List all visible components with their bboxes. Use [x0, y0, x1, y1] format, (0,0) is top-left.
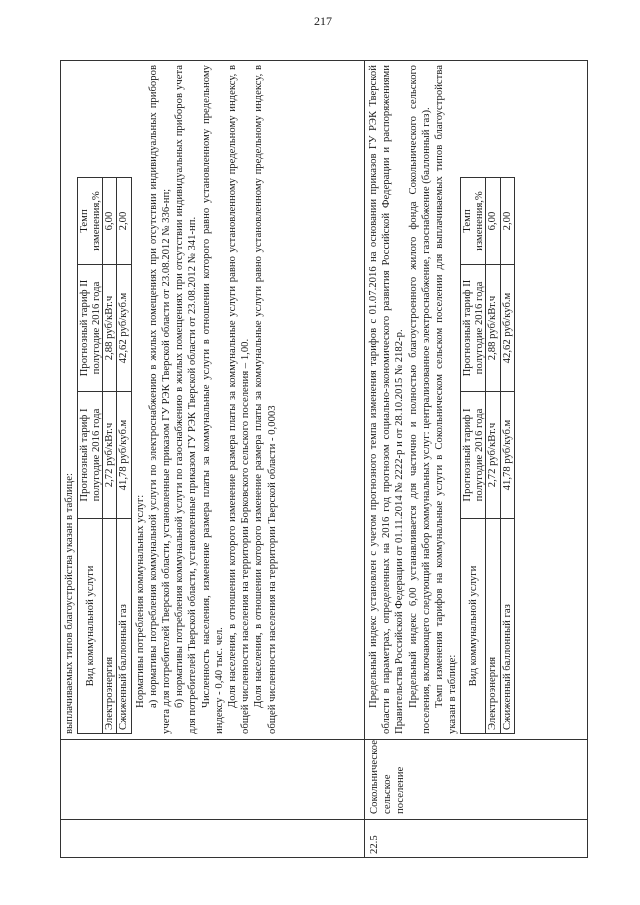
paragraph: б) нормативы потребления коммунальной услуги по газоснабжению в жилых помещениях при отсутствии индивидуальных приборов учета для потребителей Тверской области, установленные приказом ГУ РЭК Тверской области от 23.08.2012 № 341-нп.: [173, 65, 199, 734]
header-rate: Темп изменения,%: [78, 178, 103, 265]
cell-tariff-h1: 41,78 руб/куб.м: [500, 392, 514, 519]
number-cell: [61, 820, 365, 858]
content-cell: [365, 60, 587, 740]
header-tariff-h1: Прогнозный тариф I полугодие 2016 года: [78, 392, 103, 519]
table-row-section-22-5: [364, 60, 588, 858]
table-row: [103, 178, 117, 734]
paragraph: Доля населения, в отношении которого изменение размера платы за коммунальные услуги равно установленному предельному индексу, в общей численности населения на территории Борковского сельского поселения – 1,00.: [226, 65, 252, 734]
paragraph: Темп изменения тарифов на коммунальные услуги в Сокольническом сельском поселении для выплачиваемых типов благоустройства указан в таблице:: [433, 65, 459, 734]
cell-tariff-h2: 2,88 руб/кВт.ч: [486, 265, 500, 392]
paragraph: Предельный индекс установлен с учетом прогнозного темпа изменения тарифов с 01.07.2016 на основании приказов ГУ РЭК Тверской области в параметрах, определенных на 2016 год прогнозом социально-экономического развития Российской Федерации и распоряжениями Правительства Российской Федерации от 01.11.2014 № 2222-р и от 28.10.2015 № 2182-р.: [367, 65, 406, 734]
settlement-cell: [61, 740, 365, 820]
cell-tariff-h2: 42,62 руб/куб.м: [500, 265, 514, 392]
cell-service: Электроэнергия: [486, 519, 500, 734]
table-row-continuation: [60, 60, 365, 858]
cell-tariff-h2: 42,62 руб/куб.м: [117, 265, 131, 392]
header-rate: Темп изменения,%: [461, 178, 486, 265]
cell-tariff-h1: 41,78 руб/куб.м: [117, 392, 131, 519]
table-header-row: [78, 178, 103, 734]
table-row: [117, 178, 131, 734]
header-service: Вид коммунальной услуги: [461, 519, 486, 734]
cell-rate: 2,00: [117, 178, 131, 265]
cell-tariff-h1: 2,72 руб/кВт.ч: [486, 392, 500, 519]
paragraph: Предельный индекс 6,00 устанавливается для частично и полностью благоустроенного жилого фонда Сокольнического сельского поселения, включающего следующий набор коммунальных услуг: централизованное электроснабжение, газоснабжение (баллонный газ).: [406, 65, 432, 734]
cell-rate: 6,00: [486, 178, 500, 265]
cell-tariff-h2: 2,88 руб/кВт.ч: [103, 265, 117, 392]
paragraph: Численность населения, изменение размера платы за коммунальные услуги в отношении которого равно установленному предельному индексу - 0,40 тыс. чел.: [199, 65, 225, 734]
header-tariff-h2: Прогнозный тариф II полугодие 2016 года: [78, 265, 103, 392]
cell-service: Сжиженный баллонный газ: [500, 519, 514, 734]
tariff-table-a: [77, 177, 131, 734]
page-number: 217: [314, 14, 332, 28]
rotated-page-content: [60, 60, 586, 858]
table-row: [500, 178, 514, 734]
header-tariff-h2: Прогнозный тариф II полугодие 2016 года: [461, 265, 486, 392]
cell-rate: 2,00: [500, 178, 514, 265]
paragraph: Нормативы потребления коммунальных услуг:: [133, 494, 146, 708]
section-number: 22.5: [365, 820, 587, 858]
settlement-name: Сокольническое сельское поселение: [365, 740, 587, 820]
header-service: Вид коммунальной услуги: [78, 519, 103, 734]
cell-service: Сжиженный баллонный газ: [117, 519, 131, 734]
cell-tariff-h1: 2,72 руб/кВт.ч: [103, 392, 117, 519]
cell-rate: 6,00: [103, 178, 117, 265]
tariff-table-b: [460, 177, 514, 734]
table-row: [486, 178, 500, 734]
cell-service: Электроэнергия: [103, 519, 117, 734]
paragraph: Доля населения, в отношении которого изменение размера платы за коммунальные услуги равно установленному предельному индексу, в общей численности населения на территории Тверской области - 0,0003: [252, 65, 278, 734]
table-caption: выплачиваемых типов благоустройства указан в таблице:: [63, 473, 75, 734]
header-tariff-h1: Прогнозный тариф I полугодие 2016 года: [461, 392, 486, 519]
table-header-row: [461, 178, 486, 734]
paragraph: а) нормативы потребления коммунальной услуги по электроснабжению в жилых помещениях при отсутствии индивидуальных приборов учета для потребителей Тверской области, установленные приказом ГУ РЭК Тверской области от 23.08.2012 № 336-нп;: [146, 65, 173, 734]
content-cell: [61, 60, 365, 740]
